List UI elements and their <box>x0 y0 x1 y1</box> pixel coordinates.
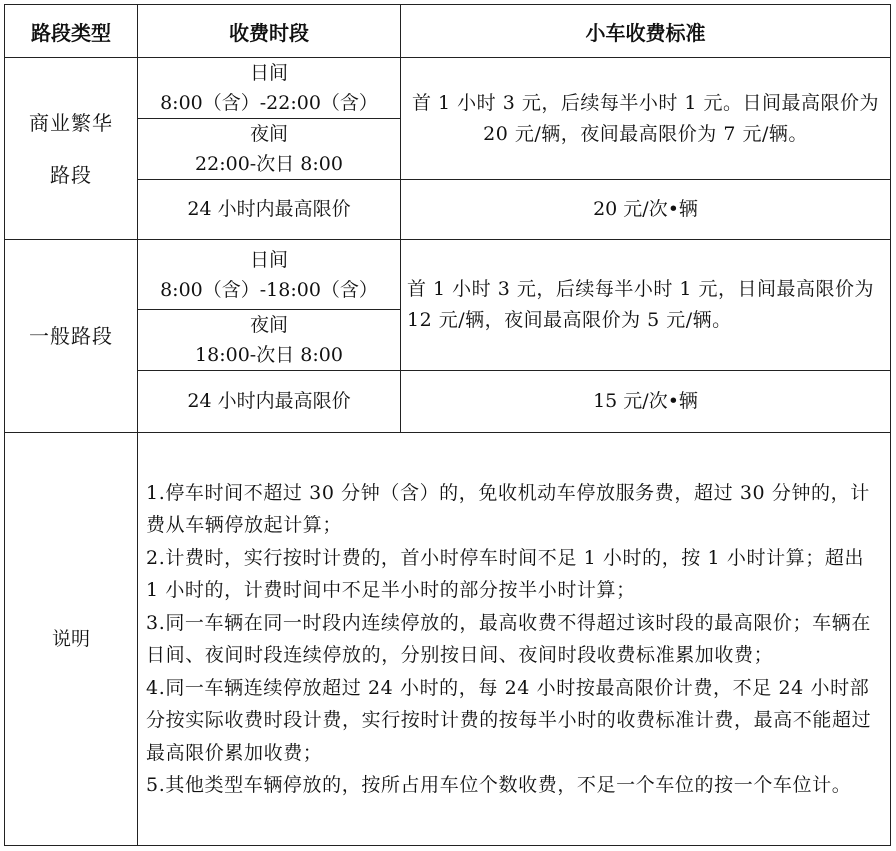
commercial-segment-line2: 路段 <box>50 162 92 187</box>
header-charge-period: 收费时段 <box>138 5 401 58</box>
general-day-label: 日间 <box>249 248 288 271</box>
note-item: 3.同一车辆在同一时段内连续停放的，最高收费不得超过该时段的最高限价；车辆在日间、夜间时段连续停放的，分别按日间、夜间时段收费标准累加收费； <box>146 611 871 666</box>
commercial-day-label: 日间 <box>249 62 288 84</box>
general-segment-cell: 一般路段 <box>5 240 138 433</box>
note-item: 1.停车时间不超过 30 分钟（含）的，免收机动车停放服务费，超过 30 分钟的，计费从车辆停放起计算； <box>146 481 870 536</box>
general-night-label: 夜间 <box>249 314 288 336</box>
general-night-time: 18:00-次日 8:00 <box>195 344 343 366</box>
general-daycap-row <box>5 371 891 433</box>
commercial-segment-cell <box>5 58 138 240</box>
header-segment-type: 路段类型 <box>5 5 138 58</box>
commercial-daycap-value: 20 元/次•辆 <box>401 180 891 240</box>
notes-row <box>5 433 891 846</box>
general-day-row <box>5 240 891 310</box>
commercial-daycap-row <box>5 180 891 240</box>
note-item: 4.同一车辆连续停放超过 24 小时的，每 24 小时按最高限价计费，不足 24 小时部分按实际收费时段计费，实行按时计费的按每半小时的收费标准计费，最高不能超过最高限价累加收费； <box>146 676 872 764</box>
general-standard: 首 1 小时 3 元，后续每半小时 1 元，日间最高限价为 12 元/辆，夜间最高限价为 5 元/辆。 <box>401 240 891 371</box>
header-row <box>5 5 891 58</box>
general-night-period <box>138 310 401 371</box>
general-daycap-value: 15 元/次•辆 <box>401 371 891 433</box>
commercial-daycap-label: 24 小时内最高限价 <box>138 180 401 240</box>
commercial-segment-line1: 商业繁华 <box>29 110 113 135</box>
commercial-standard: 首 1 小时 3 元，后续每半小时 1 元。日间最高限价为 20 元/辆，夜间最高限价为 7 元/辆。 <box>401 58 891 180</box>
notes-label: 说明 <box>5 433 138 846</box>
header-car-standard: 小车收费标准 <box>401 5 891 58</box>
general-day-period <box>138 240 401 310</box>
commercial-day-time: 8:00（含）-22:00（含） <box>160 92 378 114</box>
note-item: 2.计费时，实行按时计费的，首小时停车时间不足 1 小时的，按 1 小时计算；超出 1 小时的，计费时间中不足半小时的部分按半小时计算； <box>146 546 865 601</box>
commercial-night-period <box>138 119 401 180</box>
notes-body <box>138 433 891 846</box>
commercial-day-period <box>138 58 401 119</box>
commercial-day-row <box>5 58 891 119</box>
commercial-night-time: 22:00-次日 8:00 <box>195 153 343 175</box>
commercial-night-label: 夜间 <box>249 123 288 145</box>
general-day-time: 8:00（含）-18:00（含） <box>160 278 378 301</box>
note-item: 5.其他类型车辆停放的，按所占用车位个数收费，不足一个车位的按一个车位计。 <box>146 774 852 796</box>
general-daycap-label: 24 小时内最高限价 <box>138 371 401 433</box>
fee-table <box>4 4 891 846</box>
